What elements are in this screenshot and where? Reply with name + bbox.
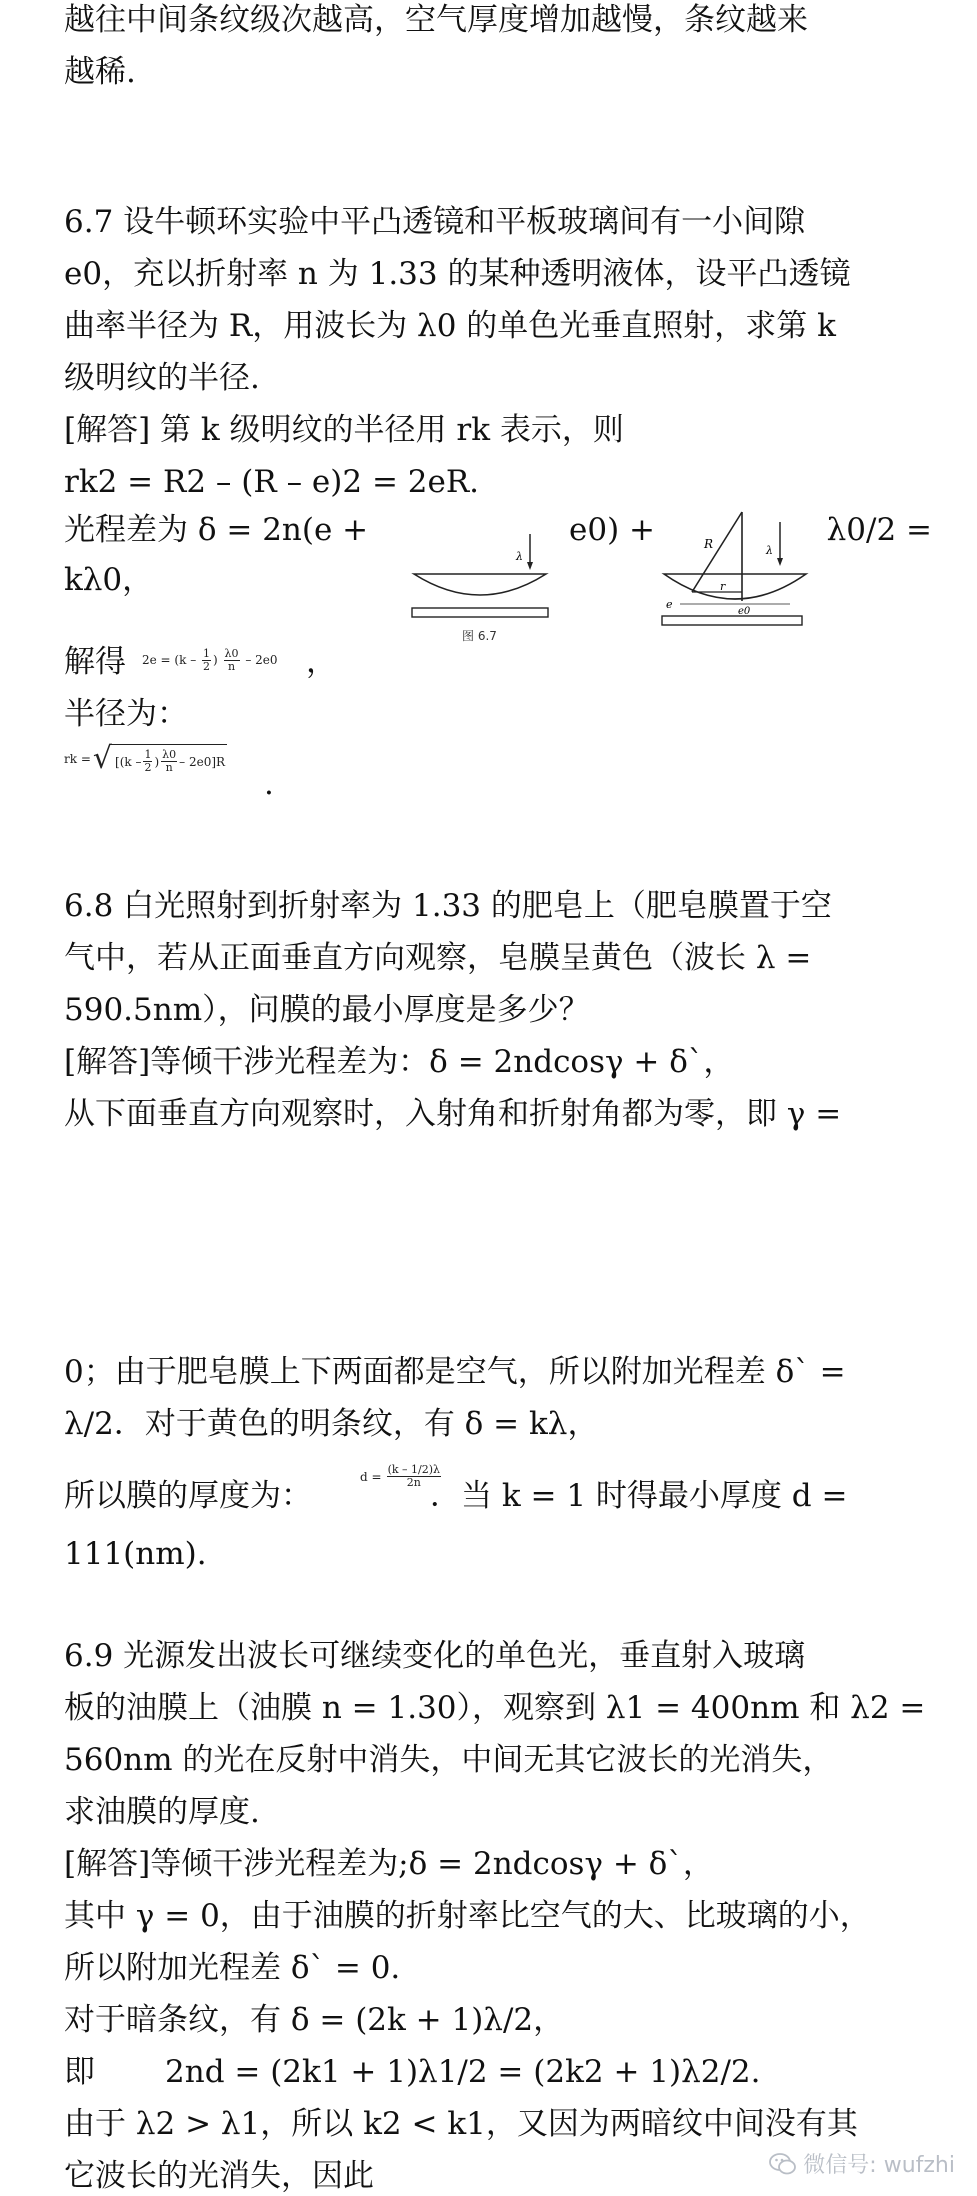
problem-6-8-title: 6.8 白光照射到折射率为 1.33 的肥皂上（肥皂膜置于空 xyxy=(64,888,832,924)
text-line: 0；由于肥皂膜上下两面都是空气，所以附加光程差 δ` = xyxy=(64,1354,846,1390)
thickness-label: 所以膜的厚度为： xyxy=(64,1478,312,1514)
glass-plate xyxy=(662,616,802,625)
numerator: λ0 xyxy=(162,748,177,761)
denominator: n xyxy=(165,761,173,774)
lambda-label: λ xyxy=(516,550,523,563)
text-line: 由于 λ2 > λ1，所以 k2 < k1，又因为两暗纹中间没有其 xyxy=(64,2106,858,2142)
fraction xyxy=(387,1464,441,1489)
text-line: 590.5nm），问膜的最小厚度是多少？ xyxy=(64,992,590,1028)
formula-text: 2e = (k – xyxy=(142,653,197,667)
wechat-icon xyxy=(769,2152,797,2176)
period: . xyxy=(264,766,274,802)
denominator: 2n xyxy=(406,1476,421,1489)
text-line: kλ0， xyxy=(64,562,154,598)
equation-prefix: 即 xyxy=(64,2054,95,2090)
text-line: 板的油膜上（油膜 n = 1.30），观察到 λ1 = 400nm 和 λ2 = xyxy=(64,1690,926,1726)
formula-text: ) xyxy=(154,754,160,769)
solution-comma: ， xyxy=(306,644,337,680)
thickness-result: ．当 k = 1 时得最小厚度 d = xyxy=(430,1478,848,1514)
thickness-line xyxy=(64,1476,932,1516)
solution-label: 解得 xyxy=(64,644,126,680)
lens-shape xyxy=(414,574,546,595)
watermark xyxy=(769,2148,955,2179)
formula-text: [(k – xyxy=(115,754,142,769)
arrow-head xyxy=(777,558,783,566)
watermark-text: 微信号: wufzhi xyxy=(803,2153,955,2178)
formula-d xyxy=(360,1464,443,1489)
lambda-label: λ xyxy=(766,544,773,557)
text-line: 对于暗条纹，有 δ = (2k + 1)λ/2， xyxy=(64,2002,565,2038)
text-line: e0，充以折射率 n 为 1.33 的某种透明液体，设平凸透镜 xyxy=(64,256,851,292)
path-difference-part3: λ0/2 = xyxy=(826,512,932,548)
equation-body: 2nd = (2k1 + 1)λ1/2 = (2k2 + 1)λ2/2. xyxy=(165,2054,761,2090)
text-line: 气中，若从正面垂直方向观察，皂膜呈黄色（波长 λ = xyxy=(64,940,812,976)
geometry-figure xyxy=(660,508,820,638)
equation-line xyxy=(64,2052,932,2092)
text-line: 级明纹的半径. xyxy=(64,360,260,396)
fraction xyxy=(202,648,211,673)
numerator: (k – 1/2)λ xyxy=(387,1463,440,1476)
answer-line: [解答]等倾干涉光程差为：δ = 2ndcosγ + δ`， xyxy=(64,1044,735,1080)
text-line: 560nm 的光在反射中消失，中间无其它波长的光消失， xyxy=(64,1742,834,1778)
denominator: 2 xyxy=(203,660,211,673)
text-line: 半径为： xyxy=(64,696,188,732)
text-line: 它波长的光消失，因此 xyxy=(64,2158,374,2194)
equation-line: rk2 = R2 – (R – e)2 = 2eR. xyxy=(64,464,480,500)
e0-label: e0 xyxy=(738,606,751,617)
numerator: 1 xyxy=(144,748,152,761)
formula-rk xyxy=(64,741,227,776)
formula-text: rk = xyxy=(64,752,91,766)
text-line: 越稀. xyxy=(64,54,136,90)
problem-6-7-title: 6.7 设牛顿环实验中平凸透镜和平板玻璃间有一小间隙 xyxy=(64,204,806,240)
formula-text: ) xyxy=(213,653,218,667)
r-label: r xyxy=(720,580,726,593)
formula-text: – 2e0 xyxy=(245,653,278,667)
fraction xyxy=(224,648,240,673)
path-difference-part1: 光程差为 δ = 2n(e + xyxy=(64,512,369,548)
formula-text: – 2e0]R xyxy=(179,754,226,769)
fraction xyxy=(143,749,152,774)
text-line: 111(nm). xyxy=(64,1536,207,1572)
problem-6-9-title: 6.9 光源发出波长可继续变化的单色光，垂直射入玻璃 xyxy=(64,1638,806,1674)
e-label: e xyxy=(666,598,673,611)
numerator: 1 xyxy=(203,647,211,660)
answer-line: [解答]等倾干涉光程差为;δ = 2ndcosγ + δ`， xyxy=(64,1846,714,1882)
text-line: 其中 γ = 0，由于油膜的折射率比空气的大、比玻璃的小， xyxy=(64,1898,871,1934)
sqrt-icon: √ xyxy=(92,741,113,776)
path-difference-part2: e0) + xyxy=(569,512,655,548)
fraction xyxy=(161,749,177,774)
denominator: n xyxy=(227,660,236,673)
R-label: R xyxy=(704,537,714,551)
denominator: 2 xyxy=(144,761,152,774)
glass-plate xyxy=(412,608,548,617)
text-line: 求油膜的厚度. xyxy=(64,1794,260,1830)
arrow-head xyxy=(527,562,533,570)
lens-shape xyxy=(664,574,806,599)
numerator: λ0 xyxy=(224,647,239,660)
radius-line xyxy=(692,512,742,592)
text-line: 曲率半径为 R，用波长为 λ0 的单色光垂直照射，求第 k xyxy=(64,308,836,344)
text-line: 越往中间条纹级次越高，空气厚度增加越慢，条纹越来 xyxy=(64,2,808,38)
formula-text: d = xyxy=(360,1469,382,1484)
answer-line: [解答] 第 k 级明纹的半径用 rk 表示，则 xyxy=(64,412,624,448)
text-line: 所以附加光程差 δ` = 0. xyxy=(64,1950,401,1986)
text-line: λ/2．对于黄色的明条纹，有 δ = kλ， xyxy=(64,1406,599,1442)
formula-2e xyxy=(142,648,278,673)
lens-figure xyxy=(410,530,560,645)
text-line: 从下面垂直方向观察时，入射角和折射角都为零，即 γ = xyxy=(64,1096,842,1132)
figure-caption: 图 6.7 xyxy=(462,629,497,643)
sqrt-content xyxy=(112,744,227,774)
